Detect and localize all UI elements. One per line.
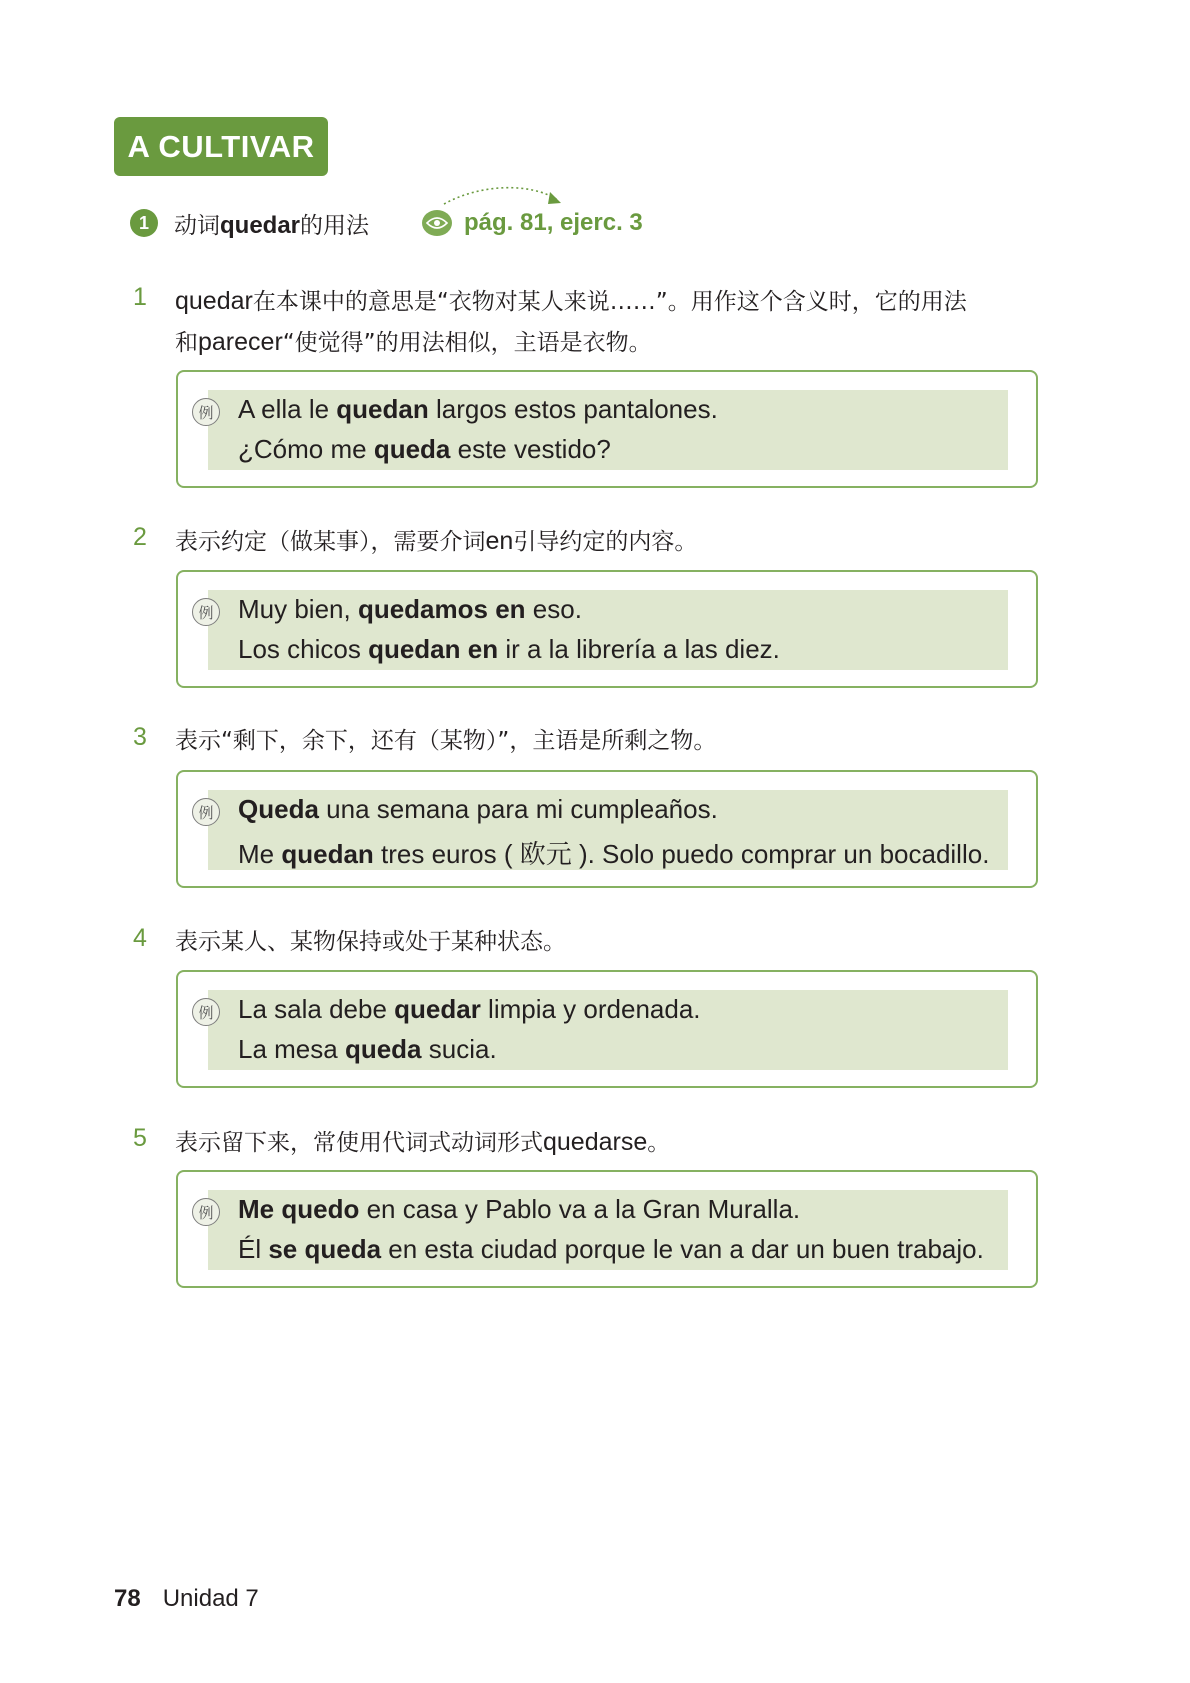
item-number-4: 4 bbox=[133, 924, 147, 952]
unit-label: Unidad 7 bbox=[162, 1585, 259, 1612]
topic-line bbox=[130, 204, 369, 242]
example-icon: 例 bbox=[192, 1198, 220, 1226]
item-text-1-line1: 在本课中的意思是“衣物对某人来说……”。用作这个含义时，它的用法 bbox=[252, 289, 967, 315]
example-box-3 bbox=[176, 770, 1038, 888]
item-text-2: 表示约定（做某事），需要介词en引导约定的内容。 bbox=[175, 527, 698, 555]
item-text-5: 表示留下来，常使用代词式动词形式quedarse。 bbox=[175, 1128, 671, 1156]
page-footer bbox=[114, 1585, 259, 1613]
example-line: Muy bien, quedamos en eso. bbox=[238, 594, 582, 624]
section-header: A CULTIVAR bbox=[114, 117, 328, 176]
item-number-1: 1 bbox=[133, 283, 147, 311]
item-number-2: 2 bbox=[133, 523, 147, 551]
example-line: Queda una semana para mi cumpleaños. bbox=[238, 794, 718, 824]
example-icon: 例 bbox=[192, 398, 220, 426]
item-text-4: 表示某人、某物保持或处于某种状态。 bbox=[175, 929, 566, 955]
example-line: Me quedan tres euros ( 欧元 ). Solo puedo comprar un bocadillo. bbox=[238, 839, 990, 869]
eye-icon bbox=[422, 210, 452, 236]
example-line: Él se queda en esta ciudad porque le van a dar un buen trabajo. bbox=[238, 1234, 984, 1264]
example-line: Los chicos quedan en ir a la librería a las diez. bbox=[238, 634, 780, 664]
example-line: ¿Cómo me queda este vestido? bbox=[238, 434, 611, 464]
example-box-1 bbox=[176, 370, 1038, 488]
topic-number: 1 bbox=[130, 209, 158, 237]
item-text-1 bbox=[175, 281, 1055, 363]
example-icon: 例 bbox=[192, 598, 220, 626]
page-number: 78 bbox=[114, 1585, 141, 1612]
topic-title bbox=[174, 207, 369, 240]
exercise-reference[interactable] bbox=[422, 206, 643, 240]
item-text-1-line2-verb: parecer bbox=[198, 328, 283, 356]
example-icon: 例 bbox=[192, 798, 220, 826]
example-icon: 例 bbox=[192, 998, 220, 1026]
example-box-5 bbox=[176, 1170, 1038, 1288]
example-box-2 bbox=[176, 570, 1038, 688]
topic-title-suffix: 的用法 bbox=[300, 212, 370, 239]
item-text-1-line2-a: 和 bbox=[175, 330, 198, 356]
example-line: Me quedo en casa y Pablo va a la Gran Muralla. bbox=[238, 1194, 801, 1224]
topic-title-prefix: 动词 bbox=[174, 212, 220, 239]
reference-text: pág. 81, ejerc. 3 bbox=[464, 209, 643, 236]
topic-title-verb: quedar bbox=[220, 211, 301, 239]
example-line: La sala debe quedar limpia y ordenada. bbox=[238, 994, 701, 1024]
item-number-5: 5 bbox=[133, 1124, 147, 1152]
item-number-3: 3 bbox=[133, 723, 147, 751]
item-text-1-verb: quedar bbox=[175, 287, 253, 315]
example-line: La mesa queda sucia. bbox=[238, 1034, 497, 1064]
item-text-3: 表示“剩下，余下，还有（某物）”，主语是所剩之物。 bbox=[175, 728, 717, 754]
example-box-4 bbox=[176, 970, 1038, 1088]
item-text-1-line2-c: “使觉得”的用法相似，主语是衣物。 bbox=[282, 330, 652, 356]
example-line: A ella le quedan largos estos pantalones. bbox=[238, 394, 718, 424]
